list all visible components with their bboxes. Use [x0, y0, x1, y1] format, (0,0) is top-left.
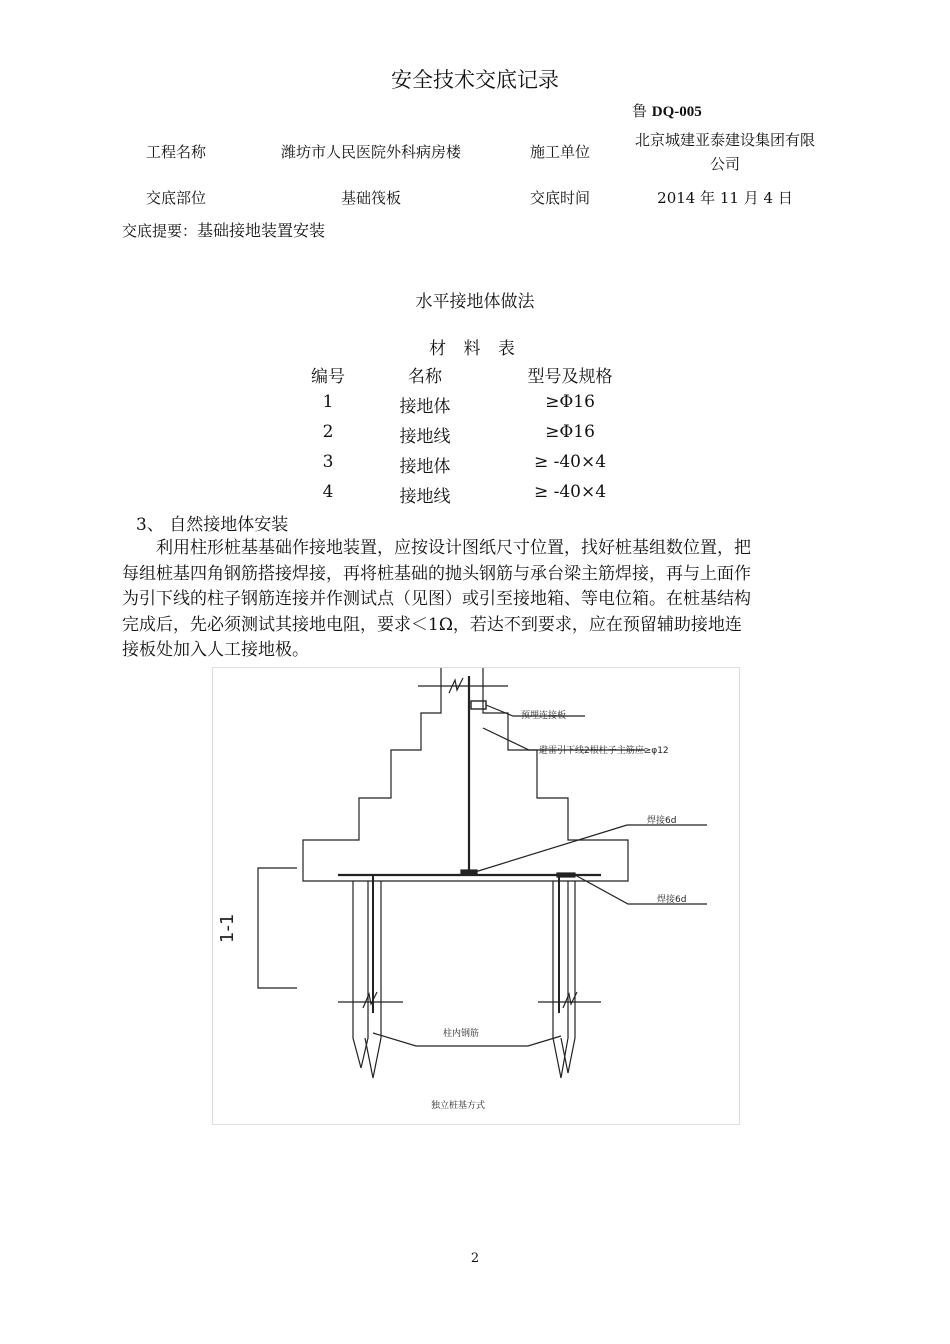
table-cell: ≥Φ16: [545, 392, 595, 412]
pile-foundation-figure: [212, 667, 740, 1125]
project-name-value: 潍坊市人民医院外科病房楼: [280, 143, 461, 161]
paragraph-line: 为引下线的柱子钢筋连接并作测试点（见图）或引至接地箱、等电位箱。在桩基结构: [122, 589, 751, 609]
table-cell: 接地线: [399, 487, 451, 507]
summary-value: 基础接地装置安装: [197, 221, 326, 240]
summary-label: 交底提要：: [122, 222, 198, 240]
table-cell: ≥Φ16: [545, 422, 595, 442]
column-header: 编号: [311, 367, 345, 387]
summary: [122, 218, 325, 241]
contractor-line-2: 公司: [709, 155, 740, 173]
downlead-label: 避雷引下线2根柱子主筋应≥φ12: [539, 746, 669, 756]
date-value: 2014 年 11 月 4 日: [657, 189, 793, 207]
table-cell: 2: [322, 422, 334, 442]
table-cell: 接地体: [399, 397, 451, 417]
rebar-label: 柱内钢筋: [443, 1029, 480, 1039]
table-cell: ≥ -40×4: [533, 482, 607, 502]
plate-label: 预埋连接板: [521, 711, 567, 721]
paragraph-line: 每组桩基四角钢筋搭接焊接，再将桩基础的抛头钢筋与承台梁主筋焊接，再与上面作: [122, 563, 751, 584]
weld-label-1: 焊接6d: [647, 816, 677, 826]
materials-table-title: 材 料 表: [429, 339, 521, 359]
contractor-line-1: 北京城建亚泰建设集团有限: [634, 131, 815, 149]
location-value: 基础筏板: [340, 189, 401, 207]
document-title: 安全技术交底记录: [391, 68, 559, 92]
paragraph-line: 接板处加入人工接地极。: [122, 640, 309, 660]
weld-label-2: 焊接6d: [657, 895, 687, 905]
column-header: 名称: [408, 367, 442, 387]
paragraph-line: 完成后，先必须测试其接地电阻，要求＜1Ω，若达不到要求，应在预留辅助接地连: [122, 614, 742, 635]
date-label: 交底时间: [529, 189, 590, 207]
section-title: 水平接地体做法: [415, 292, 535, 312]
paragraph-line: 利用柱形桩基基础作接地装置，应按设计图纸尺寸位置，找好桩基组数位置，把: [156, 538, 751, 558]
foundation-drawing: [213, 668, 739, 1124]
table-cell: 接地体: [399, 457, 451, 477]
table-cell: 1: [322, 392, 334, 412]
figure-caption: 独立桩基方式: [431, 1101, 486, 1111]
doc-number-code: DQ-005: [651, 104, 702, 120]
project-name-label: 工程名称: [145, 143, 206, 161]
contractor-value: [618, 128, 832, 176]
document-number: [632, 100, 702, 121]
table-cell: ≥ -40×4: [533, 452, 607, 472]
column-header: 型号及规格: [527, 367, 613, 387]
body-paragraph: [122, 536, 830, 664]
table-cell: 3: [322, 452, 334, 472]
table-cell: 接地线: [399, 427, 451, 447]
section-mark-label: 1-1: [217, 913, 238, 943]
doc-number-prefix: 鲁: [632, 102, 648, 120]
table-cell: 4: [322, 482, 334, 502]
contractor-label: 施工单位: [529, 143, 590, 161]
page-number: 2: [470, 1251, 480, 1266]
location-label: 交底部位: [145, 189, 206, 207]
section-heading: 3、 自然接地体安装: [136, 515, 289, 535]
